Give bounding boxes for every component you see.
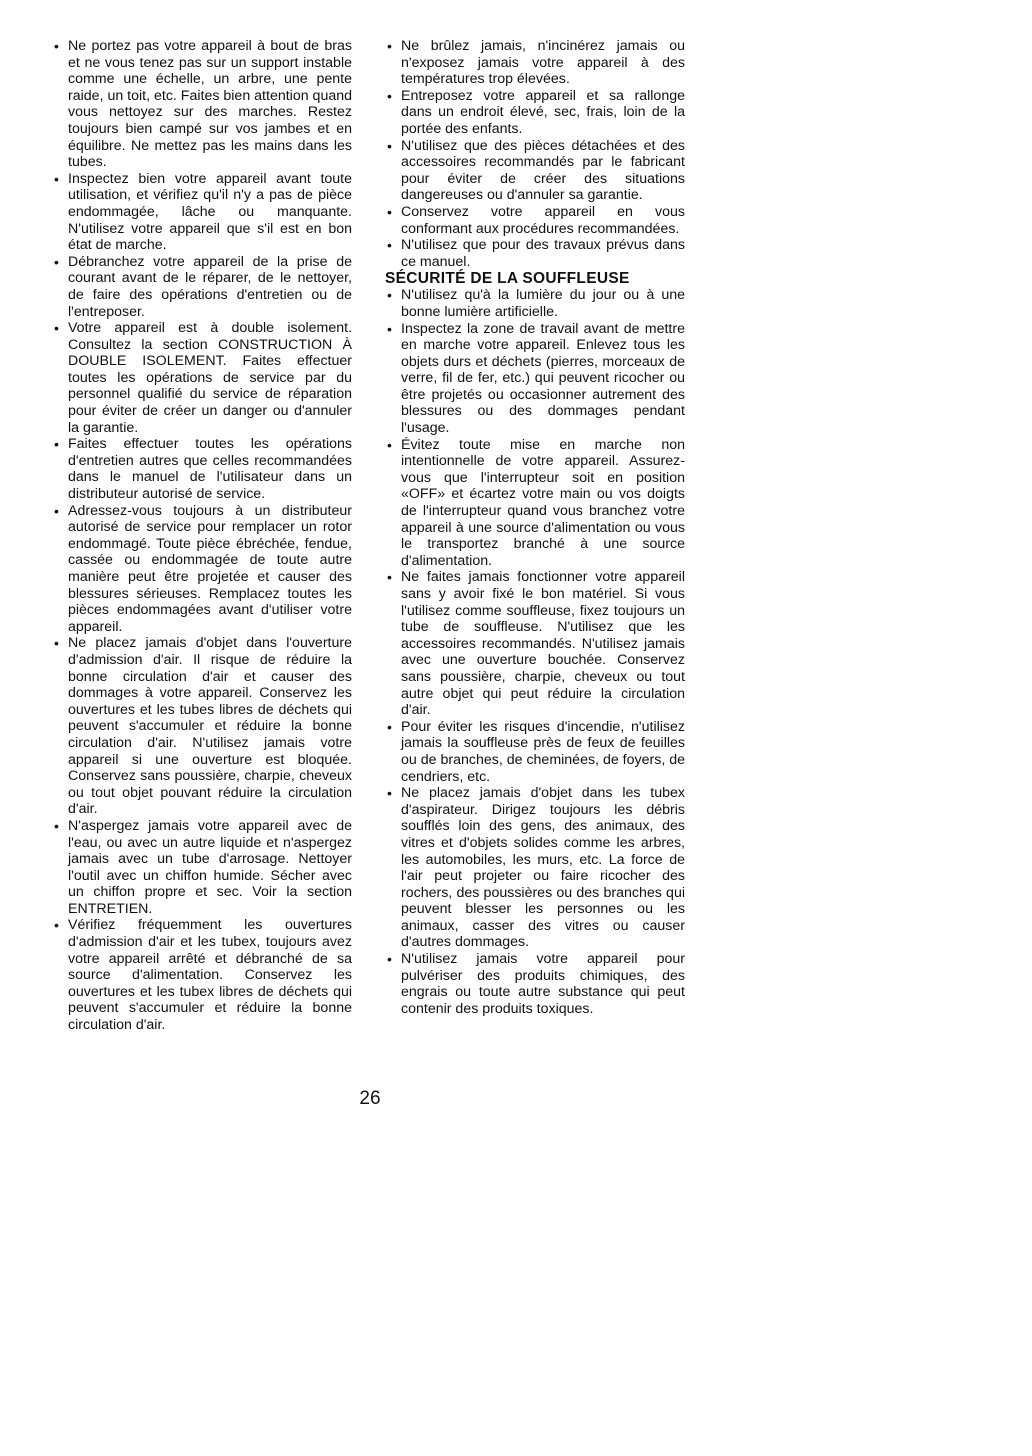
bullet-icon: • bbox=[387, 87, 392, 104]
list-item: • Faites effectuer toutes les opérations d'entretien autres que celles recommandées dans le manuel de l'utilisateur dans un distributeur autorisé de service. bbox=[54, 436, 352, 503]
list-item: • Conservez votre appareil en vous conformant aux procédures recommandées. bbox=[387, 203, 685, 237]
list-item: • N'utilisez jamais votre appareil pour pulvériser des produits chimiques, des engrais ou toute autre substance qui peut contenir des produits toxiques. bbox=[387, 951, 685, 1017]
list-item: • Ne placez jamais d'objet dans l'ouverture d'admission d'air. Il risque de réduire la bonne circulation d'air et causer des dommages à votre appareil. Conservez les ouvertures et les tubes libres de déchets qui peuvent s'accumuler et réduire la bonne circulation d'air. N'utilisez jamais votre appareil si une ouverture est bloquée. Conservez sans poussière, charpie, cheveux ou tout objet pouvant réduire la circulation d'air. bbox=[54, 635, 352, 818]
list-item: • Votre appareil est à double isolement. Consultez la section CONSTRUCTION À DOUBLE ISOLEMENT. Faites effectuer toutes les opérations de service par du personnel qualifié du service de réparation pour éviter de créer un danger ou d'annuler la garantie. bbox=[54, 320, 352, 436]
right-column bbox=[385, 38, 685, 1017]
bullet-icon: • bbox=[54, 38, 59, 54]
bullet-icon: • bbox=[387, 951, 392, 968]
list-item: • N'aspergez jamais votre appareil avec de l'eau, ou avec un autre liquide et n'aspergez jamais avec un tube d'arrosage. Nettoyer l'outil avec un chiffon humide. Sécher avec un chiffon propre et sec. Voir la section ENTRETIEN. bbox=[54, 817, 352, 917]
bullet-icon: • bbox=[387, 287, 392, 304]
bullet-icon: • bbox=[387, 436, 392, 453]
list-item: • Ne portez pas votre appareil à bout de bras et ne vous tenez pas sur un support instable comme une échelle, un arbre, une pente raide, un toit, etc. Faites bien attention quand vous nettoyez sur des marches. Restez toujours bien campé sur vos jambes et en équilibre. Ne mettez pas les mains dans les tubes. bbox=[54, 38, 352, 171]
list-item: • N'utilisez qu'à la lumière du jour ou à une bonne lumière artificielle. bbox=[387, 287, 685, 320]
bullet-icon: • bbox=[54, 170, 59, 187]
list-item: • Évitez toute mise en marche non intentionnelle de votre appareil. Assurez-vous que l'interrupteur soit en position «OFF» et écartez votre main ou vos doigts de l'interrupteur quand vous branchez votre appareil à une source d'alimentation ou vous le transportez branché à une source d'alimentation. bbox=[387, 436, 685, 569]
safety-list-blower bbox=[385, 287, 685, 1017]
bullet-icon: • bbox=[54, 253, 59, 270]
bullet-icon: • bbox=[387, 320, 392, 337]
list-item: • N'utilisez que pour des travaux prévus dans ce manuel. bbox=[387, 237, 685, 270]
bullet-icon: • bbox=[54, 436, 59, 453]
bullet-icon: • bbox=[54, 635, 59, 652]
safety-list-right-top bbox=[385, 38, 685, 270]
bullet-icon: • bbox=[387, 785, 392, 802]
list-item: • Adressez-vous toujours à un distributeur autorisé de service pour remplacer un rotor endommagé. Toute pièce ébréchée, fendue, cassée ou endommagée de toute autre manière peut être projetée et causer des blessures sérieuses. Remplacez toutes les pièces endommagées avant d'utiliser votre appareil. bbox=[54, 502, 352, 635]
section-heading-blower-safety: SÉCURITÉ DE LA SOUFFLEUSE bbox=[385, 270, 630, 288]
list-item: • Entreposez votre appareil et sa rallonge dans un endroit élevé, sec, frais, loin de la portée des enfants. bbox=[387, 87, 685, 137]
list-item: • Pour éviter les risques d'incendie, n'utilisez jamais la souffleuse près de feux de feuilles ou de branches, de cheminées, de foyers, de cendriers, etc. bbox=[387, 718, 685, 785]
bullet-icon: • bbox=[54, 917, 59, 934]
bullet-icon: • bbox=[387, 237, 392, 254]
list-item: • Inspectez bien votre appareil avant toute utilisation, et vérifiez qu'il n'y a pas de pièce endommagée, lâche ou manquante. N'utilisez votre appareil que s'il est en bon état de marche. bbox=[54, 170, 352, 254]
list-item: • Ne faites jamais fonctionner votre appareil sans y avoir fixé le bon matériel. Si vous l'utilisez comme souffleuse, fixez toujours un tube de souffleuse. N'utilisez que les accessoires recommandés. N'utilisez jamais avec une ouverture bouchée. Conservez sans poussière, charpie, cheveux ou tout autre objet qui peut réduire la circulation d'air. bbox=[387, 569, 685, 719]
bullet-icon: • bbox=[387, 38, 392, 54]
bullet-icon: • bbox=[387, 718, 392, 735]
bullet-icon: • bbox=[54, 320, 59, 337]
bullet-icon: • bbox=[387, 137, 392, 154]
list-item: • Ne brûlez jamais, n'incinérez jamais ou n'exposez jamais votre appareil à des températures trop élevées. bbox=[387, 38, 685, 88]
list-item: • Inspectez la zone de travail avant de mettre en marche votre appareil. Enlevez tous les objets durs et déchets (pierres, morceaux de verre, fil de fer, etc.) qui peuvent ricocher ou être projetés ou occasionner autrement des blessures ou des dommages pendant l'usage. bbox=[387, 320, 685, 437]
bullet-icon: • bbox=[54, 817, 59, 834]
list-item: • Vérifiez fréquemment les ouvertures d'admission d'air et les tubex, toujours avez votre appareil arrêté et débranché de sa source d'alimentation. Conservez les ouvertures et les tubex libres de déchets qui peuvent s'accumuler et réduire la bonne circulation d'air. bbox=[54, 917, 352, 1034]
left-column bbox=[52, 38, 352, 1034]
bullet-icon: • bbox=[54, 502, 59, 519]
list-item: • Débranchez votre appareil de la prise de courant avant de le réparer, de le nettoyer, de faire des opérations d'entretien ou de l'entreposer. bbox=[54, 253, 352, 320]
bullet-icon: • bbox=[387, 203, 392, 220]
page-number: 26 bbox=[359, 1088, 381, 1109]
list-item: • N'utilisez que des pièces détachées et des accessoires recommandés par le fabricant pour éviter de créer des situations dangereuses ou d'annuler sa garantie. bbox=[387, 137, 685, 204]
safety-list-left bbox=[52, 38, 352, 1034]
list-item: • Ne placez jamais d'objet dans les tubex d'aspirateur. Dirigez toujours les débris soufflés loin des gens, des animaux, des vitres et d'objets solides comme les arbres, les automobiles, les murs, etc. La force de l'air peut projeter ou faire ricocher des rochers, des poussières ou des branches qui peuvent blesser les personnes ou les animaux, casser des vitres ou causer d'autres dommages. bbox=[387, 785, 685, 951]
bullet-icon: • bbox=[387, 569, 392, 586]
